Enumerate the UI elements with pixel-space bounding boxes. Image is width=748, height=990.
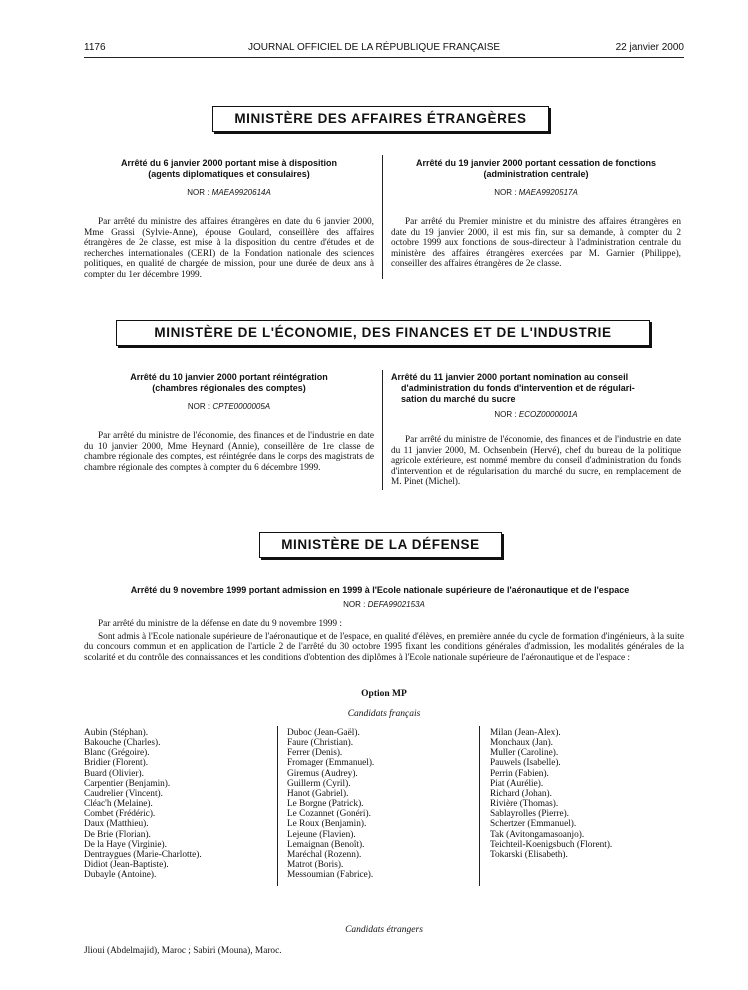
candidate-name: Monchaux (Jan). (490, 738, 553, 749)
candidate-name: De la Haye (Virginie). (84, 839, 167, 850)
candidate-name: Bakouche (Charles). (84, 738, 161, 749)
candidate-name: Milan (Jean-Alex). (490, 728, 561, 738)
column-divider (382, 155, 383, 279)
column-divider (277, 726, 278, 886)
candidates-column (84, 728, 274, 880)
nor-code: ECOZ0000001A (518, 410, 578, 419)
candidate-name: Fromager (Emmanuel). (287, 758, 375, 769)
candidate-name: Faure (Christian). (287, 738, 354, 749)
decree-body (84, 619, 684, 663)
candidate-name: Matrot (Boris). (287, 860, 344, 871)
header-rule (84, 57, 684, 58)
nor-code: DEFA9902153A (367, 600, 425, 609)
decree-title (391, 372, 681, 405)
candidate-name: Caudrelier (Vincent). (84, 788, 163, 799)
candidate-name: Le Cozannet (Gonéri). (287, 809, 371, 820)
candidate-name: Buard (Olivier). (84, 768, 144, 779)
candidate-name: Guillerm (Cyril). (287, 778, 351, 789)
page-number: 1176 (84, 42, 106, 53)
ministry-title: MINISTÈRE DES AFFAIRES ÉTRANGÈRES (234, 111, 527, 126)
decree-right (391, 158, 681, 270)
candidate-name: Bridier (Florent). (84, 758, 149, 769)
candidate-name: Lejeune (Flavien). (287, 829, 356, 840)
decree-title (391, 158, 681, 180)
decree-title (84, 158, 374, 180)
candidate-name: Le Borgne (Patrick). (287, 799, 364, 810)
candidate-name: Dentraygues (Marie-Charlotte). (84, 849, 202, 860)
decree-body: Par arrêté du ministre de l'économie, des finances et de l'industrie en date du 11 janvier 2000, M. Ochsenbein (Hervé), chef du bureau de la politique agricole extérieure, est nommé membre du conseil d'administration du fonds d'intervention et de régularisation du marché du sucre, en remplacement de M. Pinet (Michel). (391, 435, 681, 488)
nor-label: NOR : (343, 600, 366, 609)
candidate-name: Duboc (Jean-Gaël). (287, 728, 360, 738)
candidate-name: Rivière (Thomas). (490, 799, 559, 810)
candidate-name: Ferrer (Denis). (287, 748, 343, 759)
candidate-name: Aubin (Stéphan). (84, 728, 149, 738)
decree-paragraph: Par arrêté du ministre de la défense en date du 9 novembre 1999 : (98, 619, 342, 629)
ministry-box (212, 106, 549, 132)
nor-reference (391, 410, 681, 419)
foreign-candidates: Jlioui (Abdelmajid), Maroc ; Sabiri (Mouna), Maroc. (84, 946, 282, 956)
decree-title-line: Arrêté du 10 janvier 2000 portant réintégration (130, 372, 328, 382)
candidates-column (287, 728, 477, 880)
column-divider (382, 370, 383, 490)
candidate-name: Giremus (Audrey). (287, 768, 358, 779)
decree-title: Arrêté du 9 novembre 1999 portant admission en 1999 à l'Ecole nationale supérieure de l'aéronautique et de l'espace (130, 585, 630, 595)
nor-code: CPTE0000005A (212, 402, 271, 411)
column-divider (479, 726, 480, 886)
candidate-name: Tokarski (Elisabeth). (490, 849, 568, 860)
nor-label: NOR : (187, 188, 210, 197)
page-date: 22 janvier 2000 (615, 42, 684, 53)
candidate-name: Maréchal (Rozenn). (287, 849, 362, 860)
candidate-name: Teichteil-Koenigsbuch (Florent). (490, 839, 613, 850)
ministry-box (116, 320, 650, 346)
candidates-heading: Candidats français (347, 709, 421, 719)
ministry-title: MINISTÈRE DE LA DÉFENSE (281, 537, 480, 552)
candidate-name: Le Roux (Benjamin). (287, 819, 367, 830)
decree-title-line: Arrêté du 6 janvier 2000 portant mise à disposition (120, 158, 338, 168)
candidate-name: Daux (Matthieu). (84, 819, 149, 830)
candidates-column (490, 728, 680, 860)
candidate-name: De Brie (Florian). (84, 829, 151, 840)
candidate-name: Dubayle (Antoine). (84, 870, 157, 881)
decree-title-line: (chambres régionales des comptes) (152, 383, 306, 393)
option-heading: Option MP (361, 689, 407, 699)
decree-left (84, 158, 374, 281)
nor-label: NOR : (494, 188, 517, 197)
nor-label: NOR : (494, 410, 517, 419)
nor-label: NOR : (187, 402, 211, 411)
candidate-name: Piat (Aurélie). (490, 778, 544, 789)
candidate-name: Didiot (Jean-Baptiste). (84, 860, 169, 871)
candidate-name: Lemaignan (Benoît). (287, 839, 365, 850)
decree-body: Par arrêté du ministre des affaires étrangères en date du 6 janvier 2000, Mme Grassi (Sylvie-Anne), épouse Goulard, conseillère des affaires étrangères de 2e classe, est mise à la disposition du centre d'études et de recherches internationales (CERI) de la Fondation nationale des sciences politiques, en qualité de chargée de mission, pour une durée de deux ans à compter du 1er décembre 1999. (84, 217, 374, 280)
nor-reference (391, 188, 681, 197)
nor-reference (84, 188, 374, 197)
decree-title (84, 372, 374, 394)
decree-body: Par arrêté du Premier ministre et du ministre des affaires étrangères en date du 19 janvier 2000, il est mis fin, sur sa demande, à compter du 2 octobre 1999 aux fonctions de sous-directeur à l'administration centrale du ministère des affaires étrangères exercées par M. Garnier (Philippe), conseiller des affaires étrangères de 2e classe. (391, 217, 681, 270)
journal-title: JOURNAL OFFICIEL DE LA RÉPUBLIQUE FRANÇAISE (247, 42, 501, 53)
decree-title-line: (agents diplomatiques et consulaires) (148, 169, 310, 179)
decree-left (84, 372, 374, 473)
candidate-name: Combet (Frédéric). (84, 809, 156, 820)
candidate-name: Richard (Johan). (490, 788, 552, 799)
nor-reference (84, 402, 374, 411)
decree-paragraph: Sont admis à l'Ecole nationale supérieure de l'aéronautique et de l'espace, en qualité d'élèves, en première année du cycle de formation d'ingénieurs, à la suite du concours commun et en application de l'article 2 de l'arrêté du 30 octobre 1995 fixant les conditions générales d'admission, les modalités générales de la scolarité et du contrôle des connaissances et les conditions d'obtention des diplômes à l'Ecole nationale supérieure de l'aéronautique et de l'espace : (84, 631, 684, 663)
decree-body: Par arrêté du ministre de l'économie, des finances et de l'industrie en date du 10 janvier 2000, Mme Heynard (Annie), conseillère de 1re classe de chambre régionale des comptes, est réintégrée dans le corps des magistrats de chambre régionale des comptes à compter du 6 décembre 1999. (84, 431, 374, 473)
nor-code: MAEA9920614A (211, 188, 271, 197)
decree-title-line: d'administration du fonds d'intervention et de régulari- (401, 383, 635, 393)
candidate-name: Messoumian (Fabrice). (287, 870, 374, 881)
candidate-name: Carpentier (Benjamin). (84, 778, 171, 789)
candidate-name: Perrin (Fabien). (490, 768, 549, 779)
nor-code: MAEA9920517A (518, 188, 578, 197)
decree-title-line: sation du marché du sucre (401, 394, 516, 404)
candidates-heading: Candidats étrangers (345, 925, 423, 935)
decree-title-line: Arrêté du 11 janvier 2000 portant nomination au conseil (391, 372, 629, 382)
candidate-name: Blanc (Grégoire). (84, 748, 150, 759)
ministry-box (259, 532, 502, 558)
decree-title-line: Arrêté du 19 janvier 2000 portant cessation de fonctions (415, 158, 657, 168)
ministry-title: MINISTÈRE DE L'ÉCONOMIE, DES FINANCES ET DE L'INDUSTRIE (154, 325, 612, 340)
nor-reference (84, 600, 684, 609)
decree-right (391, 372, 681, 488)
candidate-name: Schertzer (Emmanuel). (490, 819, 577, 830)
candidate-name: Sablayrolles (Pierre). (490, 809, 569, 820)
candidate-name: Muller (Caroline). (490, 748, 559, 759)
decree-title-line: (administration centrale) (483, 169, 589, 179)
candidate-name: Tak (Avitongamasoanjo). (490, 829, 585, 840)
candidate-name: Pauwels (Isabelle). (490, 758, 561, 769)
candidate-name: Cléac'h (Melaine). (84, 799, 153, 810)
candidate-name: Hanot (Gabriel). (287, 788, 349, 799)
